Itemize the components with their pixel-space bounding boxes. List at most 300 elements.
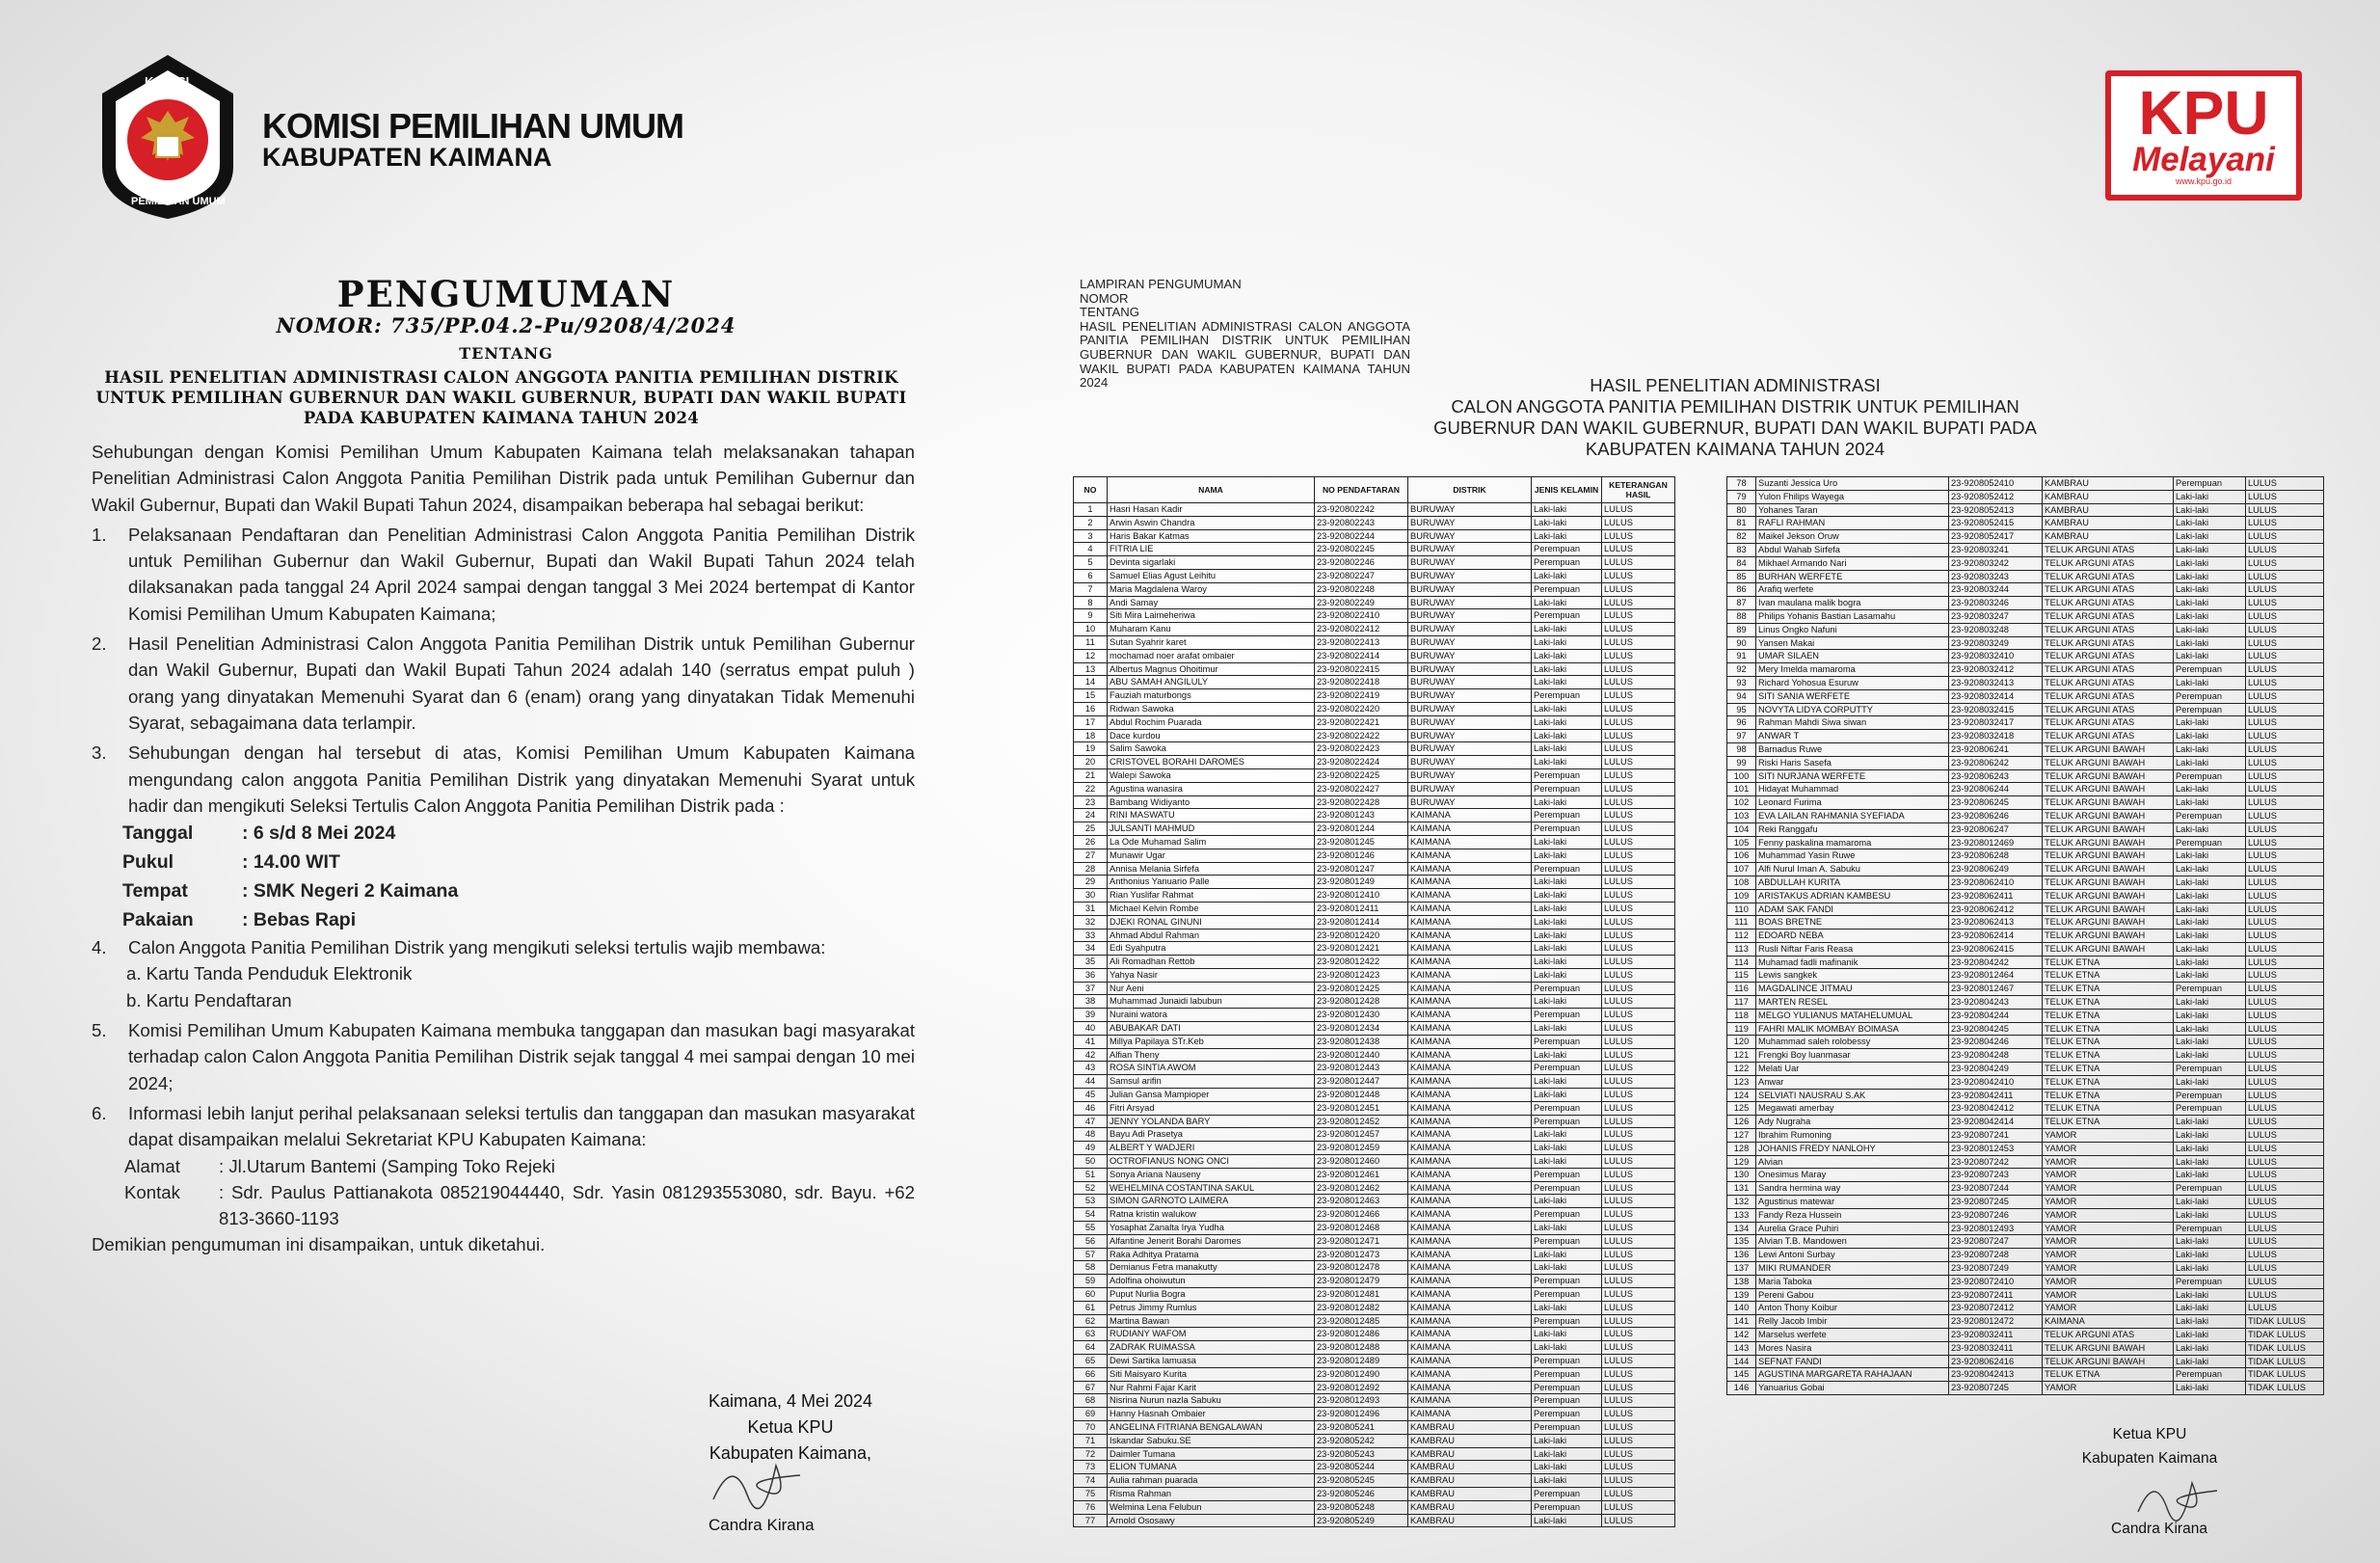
table-cell: 92 (1727, 663, 1756, 677)
table-cell: KAIMANA (1408, 1355, 1532, 1368)
table-cell: 80 (1727, 503, 1756, 517)
table-cell: Laki-laki (2174, 676, 2246, 689)
table-cell: LULUS (1602, 809, 1675, 822)
table-cell: Laki-laki (1532, 756, 1602, 769)
table-cell: Muhammad Yasin Ruwe (1756, 849, 1949, 863)
table-cell: Pereni Gabou (1756, 1288, 1949, 1302)
table-cell: 23-9208012493 (1949, 1222, 2043, 1235)
table-cell: LULUS (1602, 609, 1675, 623)
subject-line: HASIL PENELITIAN ADMINISTRASI CALON ANGGOTA PANITIA PEMILIHAN DISTRIK (104, 368, 898, 387)
table-cell: 23-9208062414 (1949, 930, 2043, 943)
table-cell: LULUS (1602, 862, 1675, 876)
table-row (1074, 662, 1675, 676)
table-cell: 23-920804248 (1949, 1049, 2043, 1063)
table-cell: KAIMANA (1408, 1168, 1532, 1181)
table-cell: 37 (1074, 982, 1108, 995)
table-cell: JULSANTI MAHMUD (1108, 822, 1315, 836)
table-cell: 75 (1074, 1487, 1108, 1500)
table-cell: YAMOR (2043, 1382, 2174, 1395)
table-cell: KAMBRAU (1408, 1434, 1532, 1447)
table-cell: LULUS (1602, 1288, 1675, 1302)
table-cell: 48 (1074, 1128, 1108, 1142)
table-cell: Laki-laki (2174, 1129, 2246, 1143)
table-cell: LULUS (1602, 1261, 1675, 1275)
table-cell: 82 (1727, 530, 1756, 544)
table-cell: LULUS (1602, 702, 1675, 715)
table-cell: Haris Bakar Katmas (1108, 529, 1315, 543)
results-table-2 (1726, 476, 2324, 1395)
table-cell: 128 (1727, 1142, 1756, 1155)
table-cell: Perempuan (1532, 1115, 1602, 1128)
table-cell: YAMOR (2043, 1288, 2174, 1302)
table-row (1727, 676, 2324, 689)
table-cell: 23-920806247 (1949, 822, 2043, 836)
table-cell: La Ode Muhamad Salim (1108, 835, 1315, 849)
table-cell: YAMOR (2043, 1169, 2174, 1182)
table-row (1074, 1062, 1675, 1075)
table-cell: Laki-laki (1532, 835, 1602, 849)
table-cell: Onesimus Maray (1756, 1169, 1949, 1182)
announcement-title: PENGUMUMAN (336, 273, 676, 315)
announcement-number: NOMOR: 735/PP.04.2-Pu/9208/4/2024 (276, 313, 736, 337)
table-cell: 23-920807249 (1949, 1262, 2043, 1276)
table-cell: MELGO YULIANUS MATAHELUMUAL (1756, 1009, 1949, 1022)
table-cell: Michael Kelvin Rombe (1108, 902, 1315, 915)
table-row (1727, 1302, 2324, 1315)
table-row (1074, 609, 1675, 623)
table-cell: LULUS (2246, 956, 2324, 969)
table-cell: 23-9208012473 (1315, 1248, 1408, 1261)
table-row (1727, 1169, 2324, 1182)
table-cell: Laki-laki (2174, 517, 2246, 530)
table-cell: Ratna kristin walukow (1108, 1208, 1315, 1222)
table-row (1074, 1022, 1675, 1036)
table-cell: BURUWAY (1408, 516, 1532, 529)
table-cell: 78 (1727, 477, 1756, 491)
table-cell: Ivan maulana malik bogra (1756, 597, 1949, 610)
kpu-emblem-logo (96, 51, 239, 223)
table-cell: TELUK ARGUNI ATAS (2043, 663, 2174, 677)
table-cell: Yulon Fhilips Wayega (1756, 490, 1949, 503)
table-cell: Aurelia Grace Puhiri (1756, 1222, 1949, 1235)
table-cell: LULUS (1602, 822, 1675, 836)
table-row (1727, 1355, 2324, 1368)
table-cell: TELUK ARGUNI BAWAH (2043, 876, 2174, 889)
table-cell: Laki-laki (2174, 916, 2246, 930)
table-cell: Frengki Boy luanmasar (1756, 1049, 1949, 1063)
table-cell: 112 (1727, 930, 1756, 943)
table-cell: LULUS (1602, 1341, 1675, 1355)
table-cell: SELVIATI NAUSRAU S.AK (1756, 1089, 1949, 1102)
table-cell: Laki-laki (1532, 729, 1602, 742)
table-cell: KAIMANA (1408, 982, 1532, 995)
table-cell: Perempuan (1532, 1487, 1602, 1500)
table-cell: KAIMANA (1408, 1367, 1532, 1381)
table-cell: TELUK ARGUNI BAWAH (2043, 1341, 2174, 1355)
list-item (92, 1100, 915, 1153)
schedule-value: : 14.00 WIT (242, 851, 340, 874)
table-cell: Perempuan (1532, 1355, 1602, 1368)
table-cell: Laki-laki (2174, 849, 2246, 863)
table-cell: 3 (1074, 529, 1108, 543)
table-row (1727, 556, 2324, 570)
table-row (1727, 876, 2324, 889)
table-cell: LULUS (2246, 730, 2324, 743)
table-cell: KAIMANA (1408, 1181, 1532, 1195)
table-cell: Laki-laki (1532, 1142, 1602, 1155)
table-cell: Laki-laki (1532, 1434, 1602, 1447)
table-cell: 23-920802246 (1315, 556, 1408, 570)
table-cell: TELUK ARGUNI ATAS (2043, 650, 2174, 663)
table-row (1074, 729, 1675, 742)
table-cell: KAIMANA (1408, 1341, 1532, 1355)
table-cell: Laki-laki (2174, 570, 2246, 583)
table-cell: 23-920806245 (1949, 796, 2043, 810)
list-text: Informasi lebih lanjut perihal pelaksanaan seleksi tertulis dan tanggapan dan masukan masyarakat dapat disampaikan melalui Sekretariat KPU Kabupaten Kaimana: (128, 1102, 915, 1150)
table-row (1074, 1408, 1675, 1421)
table-cell: Laki-laki (1532, 1155, 1602, 1169)
table-cell: Sutan Syahrir karet (1108, 635, 1315, 649)
list-text: Komisi Pemilihan Umum Kabupaten Kaimana membuka tanggapan dan masukan bagi masyarakat terhadap calon Calon Anggota Panitia Pemilihan Distrik sejak tanggal 4 mei sampai dengan 10 mei 2024; (128, 1020, 915, 1093)
table-cell: LULUS (2246, 517, 2324, 530)
sign-org: Kabupaten Kaimana, (709, 1443, 872, 1463)
table-cell: LULUS (2246, 796, 2324, 810)
table-cell: LULUS (1602, 689, 1675, 703)
table-cell: 84 (1727, 556, 1756, 570)
table-cell: 121 (1727, 1049, 1756, 1063)
table-cell: Welmina Lena Felubun (1108, 1500, 1315, 1514)
table-cell: Fauziah maturbongs (1108, 689, 1315, 703)
table-cell: 23-9208022423 (1315, 742, 1408, 756)
table-cell: KAMBRAU (1408, 1474, 1532, 1488)
table-cell: TELUK ETNA (2043, 1075, 2174, 1089)
table-cell: KAIMANA (1408, 1314, 1532, 1328)
table-cell: BURUWAY (1408, 543, 1532, 556)
table-cell: 23-9208072410 (1949, 1275, 2043, 1288)
table-cell: Laki-laki (1532, 968, 1602, 982)
table-cell: YAMOR (2043, 1129, 2174, 1143)
table-cell: TELUK ARGUNI BAWAH (2043, 930, 2174, 943)
table-cell: TELUK ETNA (2043, 1102, 2174, 1116)
schedule-row (122, 819, 915, 848)
table-cell: LULUS (1602, 529, 1675, 543)
table-cell: 93 (1727, 676, 1756, 689)
table-row (1727, 1315, 2324, 1329)
table-cell: BURUWAY (1408, 569, 1532, 582)
table-cell: Perempuan (1532, 782, 1602, 795)
table-cell: TIDAK LULUS (2246, 1315, 2324, 1329)
table-cell: LULUS (2246, 703, 2324, 716)
table-cell: Alvian T.B. Mandowen (1756, 1235, 1949, 1249)
table-cell: 23-9208042410 (1949, 1075, 2043, 1089)
table-cell: TELUK ARGUNI ATAS (2043, 597, 2174, 610)
table-cell: TELUK ARGUNI ATAS (2043, 609, 2174, 623)
table-row (1074, 1301, 1675, 1314)
table-cell: Laki-laki (1532, 849, 1602, 862)
table-cell: 23-9208012482 (1315, 1301, 1408, 1314)
table-row (1074, 915, 1675, 929)
table-cell: Laki-laki (2174, 1022, 2246, 1036)
table-cell: 23-920804243 (1949, 996, 2043, 1010)
table-row (1074, 902, 1675, 915)
table-cell: 23-920802247 (1315, 569, 1408, 582)
table-cell: 23-9208012469 (1949, 836, 2043, 849)
table-cell: BURUWAY (1408, 768, 1532, 782)
table-cell: 23-920804245 (1949, 1022, 2043, 1036)
table-cell: Laki-laki (2174, 1382, 2246, 1395)
table-row (1074, 1514, 1675, 1527)
list-number: 4. (92, 937, 107, 958)
table-cell: KAIMANA (1408, 915, 1532, 929)
table-row (1727, 583, 2324, 597)
table-cell: Laki-laki (2174, 650, 2246, 663)
table-cell: Rian Yuslifar Rahmat (1108, 889, 1315, 903)
table-cell: 28 (1074, 862, 1108, 876)
table-cell: Ali Romadhan Rettob (1108, 956, 1315, 969)
table-row (1074, 1089, 1675, 1102)
table-row (1727, 663, 2324, 677)
table-cell: BURHAN WERFETE (1756, 570, 1949, 583)
table-cell: 23-9208062415 (1949, 942, 2043, 956)
table-cell: LULUS (2246, 983, 2324, 996)
table-cell: YAMOR (2043, 1142, 2174, 1155)
table-cell: 23-920805243 (1315, 1447, 1408, 1461)
table-cell: 94 (1727, 689, 1756, 703)
table-cell: LULUS (1602, 543, 1675, 556)
table-cell: TELUK ARGUNI BAWAH (2043, 809, 2174, 822)
table-cell: Laki-laki (1532, 1474, 1602, 1488)
table-cell: LULUS (1602, 756, 1675, 769)
table-row (1727, 1022, 2324, 1036)
table-cell: 9 (1074, 609, 1108, 623)
table-row (1074, 1288, 1675, 1302)
table-row (1074, 1328, 1675, 1341)
table-row (1074, 768, 1675, 782)
table-cell: 5 (1074, 556, 1108, 570)
table-cell: Riski Haris Sasefa (1756, 756, 1949, 769)
table-cell: LULUS (1602, 1128, 1675, 1142)
table-cell: 6 (1074, 569, 1108, 582)
table-cell: LULUS (2246, 1116, 2324, 1129)
table-row (1727, 1368, 2324, 1382)
table-cell: ELION TUMANA (1108, 1461, 1315, 1474)
table-cell: Hidayat Muhammad (1756, 783, 1949, 796)
table-cell: KAIMANA (1408, 1381, 1532, 1394)
table-cell: 15 (1074, 689, 1108, 703)
table-row (1727, 956, 2324, 969)
table-row (1074, 516, 1675, 529)
table-row (1074, 1381, 1675, 1394)
table-cell: Perempuan (1532, 809, 1602, 822)
table-cell: 33 (1074, 929, 1108, 942)
table-cell: Laki-laki (2174, 742, 2246, 756)
table-cell: ALBERT Y WADJERI (1108, 1142, 1315, 1155)
table-cell: LULUS (1602, 1115, 1675, 1128)
table-cell: Laki-laki (1532, 995, 1602, 1009)
table-cell: BURUWAY (1408, 676, 1532, 689)
table-cell: KAMBRAU (1408, 1500, 1532, 1514)
schedule (122, 819, 915, 934)
subject-line: PADA KABUPATEN KAIMANA TAHUN 2024 (303, 409, 700, 427)
table-row (1074, 795, 1675, 809)
table-cell: LULUS (2246, 583, 2324, 597)
table-cell: 23-9208052410 (1949, 477, 2043, 491)
table-cell: 40 (1074, 1022, 1108, 1036)
table-row (1074, 1461, 1675, 1474)
table-cell: LULUS (1602, 982, 1675, 995)
table-row (1074, 1009, 1675, 1022)
table-cell: 23-9208012467 (1949, 983, 2043, 996)
table-cell: Laki-laki (2174, 716, 2246, 730)
table-cell: Alfian Theny (1108, 1048, 1315, 1062)
table-cell: Laki-laki (2174, 1049, 2246, 1063)
table-cell: Lewis sangkek (1756, 969, 1949, 983)
table-row (1074, 596, 1675, 609)
table-cell: Laki-laki (2174, 1341, 2246, 1355)
announcement-tentang: TENTANG (459, 344, 553, 363)
table-row (1074, 1355, 1675, 1368)
table-cell: 23-920802243 (1315, 516, 1408, 529)
table-cell: LULUS (2246, 969, 2324, 983)
table-cell: Laki-laki (2174, 1208, 2246, 1222)
list-text: Hasil Penelitian Administrasi Calon Anggota Panitia Pemilihan Distrik untuk Pemilihan Gubernur dan Wakil Gubernur, Bupati dan Wakil Bupati Tahun 2024 adalah 140 (serratus empat puluh ) orang yang dinyatakan Memenuhi Syarat dan 6 (enam) orang yang dinyatakan Tidak Memenuhi Syarat, sebagaimana data terlampir. (128, 633, 915, 733)
table-row (1727, 650, 2324, 663)
table-row (1074, 1048, 1675, 1062)
table-cell: Anthonius Yanuario Palle (1108, 876, 1315, 889)
table-row (1727, 609, 2324, 623)
table-cell: 23-9208022410 (1315, 609, 1408, 623)
table-cell: LULUS (1602, 1461, 1675, 1474)
table-cell: LULUS (2246, 1302, 2324, 1315)
table-cell: Laki-laki (2174, 863, 2246, 876)
table-cell: BURUWAY (1408, 742, 1532, 756)
table-cell: Yahya Nasir (1108, 968, 1315, 982)
table-cell: 133 (1727, 1208, 1756, 1222)
table-cell: 1 (1074, 503, 1108, 517)
table-cell: LULUS (1602, 1434, 1675, 1447)
table-cell: TELUK ARGUNI BAWAH (2043, 742, 2174, 756)
table-cell: 67 (1074, 1381, 1108, 1394)
table-cell: 23-920805249 (1315, 1514, 1408, 1527)
table-cell: 35 (1074, 956, 1108, 969)
table-cell: Laki-laki (1532, 649, 1602, 662)
table-cell: 10 (1074, 623, 1108, 636)
table-cell: 23-920806248 (1949, 849, 2043, 863)
table-cell: 23-9208012421 (1315, 942, 1408, 956)
table-cell: YAMOR (2043, 1275, 2174, 1288)
table-cell: KAIMANA (1408, 1022, 1532, 1036)
table-row (1074, 1314, 1675, 1328)
table-cell: Yosaphat Zanalta Irya Yudha (1108, 1222, 1315, 1235)
table-cell: Perempuan (1532, 982, 1602, 995)
table-cell: 23-9208032412 (1949, 663, 2043, 677)
table-cell: 135 (1727, 1235, 1756, 1249)
table-cell: Laki-laki (1532, 915, 1602, 929)
table-cell: Alfi Nurul Iman A. Sabuku (1756, 863, 1949, 876)
table-cell: Philips Yohanis Bastian Lasamahu (1756, 609, 1949, 623)
table-cell: 63 (1074, 1328, 1108, 1341)
table-cell: Rusli Niftar Faris Reasa (1756, 942, 1949, 956)
table-cell: Perempuan (2174, 1089, 2246, 1102)
table-cell: LULUS (1602, 795, 1675, 809)
table-cell: 7 (1074, 582, 1108, 596)
table-cell: BURUWAY (1408, 715, 1532, 729)
table-cell: LULUS (2246, 609, 2324, 623)
table-cell: OCTROFIANUS NONG ONCI (1108, 1155, 1315, 1169)
table-cell: 54 (1074, 1208, 1108, 1222)
table-cell: Perempuan (1532, 1035, 1602, 1048)
table-cell: Laki-laki (2174, 876, 2246, 889)
table-cell: 23-920803246 (1949, 597, 2043, 610)
table-cell: LULUS (2246, 996, 2324, 1010)
table-cell: 23-9208022424 (1315, 756, 1408, 769)
table-cell: Munawir Ugar (1108, 849, 1315, 862)
table-row (1727, 1235, 2324, 1249)
table-row (1074, 649, 1675, 662)
table-cell: 23-9208032411 (1949, 1329, 2043, 1342)
table-cell: 39 (1074, 1009, 1108, 1022)
table-cell: 143 (1727, 1341, 1756, 1355)
table-cell: Barnadus Ruwe (1756, 742, 1949, 756)
table-cell: RAFLI RAHMAN (1756, 517, 1949, 530)
signature-scribble-icon (2130, 1466, 2227, 1523)
table-cell: 88 (1727, 609, 1756, 623)
table-cell: 23-9208022413 (1315, 635, 1408, 649)
table-cell: LULUS (1602, 729, 1675, 742)
table-cell: 53 (1074, 1195, 1108, 1208)
table-cell: Laki-laki (2174, 783, 2246, 796)
table-row (1074, 1195, 1675, 1208)
table-cell: 23-9208012485 (1315, 1314, 1408, 1328)
table-cell: BURUWAY (1408, 503, 1532, 517)
table-cell: Laki-laki (1532, 676, 1602, 689)
table-row (1074, 715, 1675, 729)
table-cell: TELUK ETNA (2043, 1063, 2174, 1076)
table-cell: TIDAK LULUS (2246, 1382, 2324, 1395)
table-cell: KAIMANA (1408, 1208, 1532, 1222)
results-title-line: CALON ANGGOTA PANITIA PEMILIHAN DISTRIK UNTUK PEMILIHAN (1451, 396, 2019, 417)
table-cell: MARTEN RESEL (1756, 996, 1949, 1010)
table-cell: LULUS (1602, 956, 1675, 969)
table-cell: TELUK ETNA (2043, 1089, 2174, 1102)
table-row (1074, 929, 1675, 942)
table-cell: LULUS (1602, 1474, 1675, 1488)
table-cell: 23-920801246 (1315, 849, 1408, 862)
table-cell: Perempuan (2174, 1222, 2246, 1235)
table-cell: LULUS (1602, 1355, 1675, 1368)
table-cell: 36 (1074, 968, 1108, 982)
table-cell: 58 (1074, 1261, 1108, 1275)
table-cell: Laki-laki (1532, 635, 1602, 649)
table-cell: Laki-laki (1532, 1022, 1602, 1036)
table-cell: 23-9208012478 (1315, 1261, 1408, 1275)
table-row (1074, 543, 1675, 556)
table-row (1074, 623, 1675, 636)
table-cell: 118 (1727, 1009, 1756, 1022)
table-cell: 127 (1727, 1129, 1756, 1143)
table-row (1727, 716, 2324, 730)
table-cell: Laki-laki (1532, 1248, 1602, 1261)
table-cell: TELUK ARGUNI BAWAH (2043, 796, 2174, 810)
table-row (1727, 796, 2324, 810)
table-row (1727, 517, 2324, 530)
table-row (1074, 1181, 1675, 1195)
table-cell: Annisa Melania Sirfefa (1108, 862, 1315, 876)
table-cell: LULUS (1602, 1447, 1675, 1461)
table-cell: 23-9208012496 (1315, 1408, 1408, 1421)
table-cell: 140 (1727, 1302, 1756, 1315)
table-cell: ABU SAMAH ANGILULY (1108, 676, 1315, 689)
